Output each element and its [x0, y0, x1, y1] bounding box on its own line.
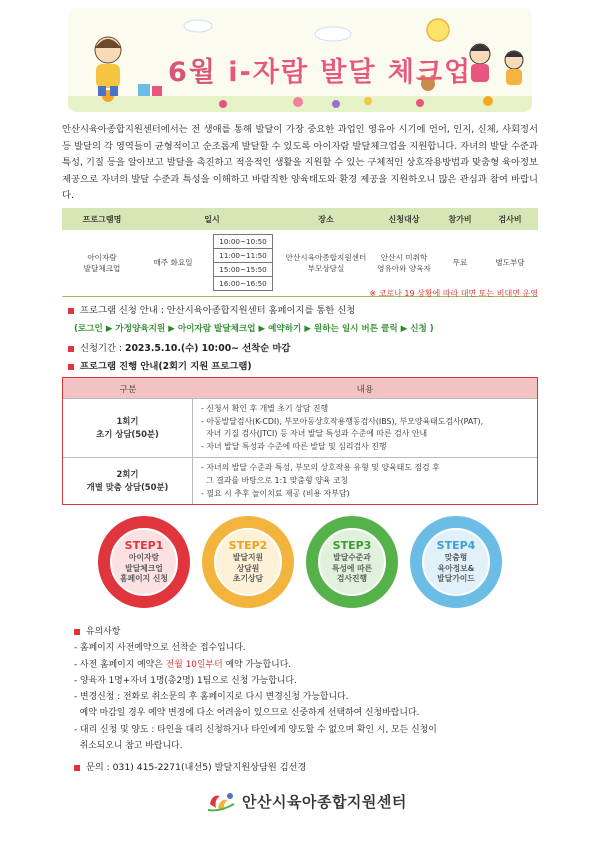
- note-item: - 사전 홈페이지 예약은 전월 10일부터 예약 가능합니다.: [74, 659, 292, 670]
- time-slot: 16:00~16:50: [213, 276, 272, 291]
- note-item: - 홈페이지 사전예약으로 선착순 접수입니다.: [74, 643, 246, 654]
- bullet-square-icon: [74, 629, 80, 635]
- times-cell: [204, 230, 282, 296]
- session-label: 2회기 개별 맞춤 상담(50분): [63, 458, 193, 504]
- apply-period-label: 신청기간 :: [80, 343, 123, 354]
- bullet-square-icon: [74, 765, 80, 771]
- apply-period-line: [68, 340, 290, 354]
- covid-note: ※ 코로나 19 상황에 따라 대면 또는 비대면 운영: [369, 289, 538, 298]
- session-detail-table: [62, 377, 538, 505]
- fee-cell: 무료: [438, 230, 482, 296]
- footer-logo: [206, 789, 407, 813]
- table-header: 참가비: [438, 208, 482, 230]
- banner-title-text: i-자람 발달 체크업: [228, 57, 473, 88]
- note-item: 취소되오니 참고 바랍니다.: [74, 741, 183, 752]
- table-header: 장소: [282, 208, 370, 230]
- note-item: 예약 마감일 경우 예약 변경에 다소 어려움이 있으므로 신중하게 선택하여 신청바랍니다.: [74, 708, 420, 719]
- contact-line: [74, 759, 306, 773]
- bullet-square-icon: [68, 308, 74, 314]
- time-slot: 11:00~11:50: [213, 248, 272, 263]
- apply-info-line: [68, 302, 355, 316]
- apply-period-value: 2023.5.10.(수) 10:00~ 선착순 마감: [124, 343, 291, 354]
- table-header: 신청대상: [370, 208, 438, 230]
- note-item: - 대리 신청 및 양도 : 타인을 대리 신청하거나 타인에게 양도할 수 없으며 확인 시, 모든 신청이: [74, 724, 437, 735]
- banner-month: 6월: [168, 57, 217, 88]
- notes-section: [74, 624, 437, 754]
- time-slot: 15:00~15:50: [213, 262, 272, 277]
- footer-org-name: 안산시육아종합지원센터: [242, 792, 407, 811]
- bullet-square-icon: [68, 364, 74, 370]
- session-content: - 신청서 확인 후 개별 초기 상담 진행 - 아동발달검사(K-CDI), 부모아동상호작용행동검사(IBS), 부모양육태도검사(PAT), 자녀 기질 검사(JTCI) 등 자녀 발달 특성과 수준에 따른 검사 안내 - 자녀 발달 특성과 수준에 따른 발달 및 심리검사 진행: [201, 404, 484, 451]
- intro-paragraph: 안산시육아종합지원센터에서는 전 생애를 통해 발달이 가장 중요한 과업인 영유아 시기에 언어, 인지, 신체, 사회정서 등 발달의 각 영역들이 균형적이고 순조롭게 발달할 수 있도록 아이자람 발달체크업을 지원합니다. 자녀의 발달 수준과 특성, 기질 등을 알아보고 발달을 촉진하고 적응적인 생활을 지원할 수 있는 구체적인 상호작용방법과 맞춤형 육아정보 제공으로 자녀의 발달 수준과 특성을 이해하고 바람직한 양육태도와 환경 제공을 지원하오니 많은 관심과 참여 바랍니다.: [62, 124, 538, 202]
- session-content: - 자녀의 발달 수준과 특성, 부모의 상호작용 유형 및 양육태도 점검 후 그 결과를 바탕으로 1:1 맞춤형 양육 코칭 - 필요 시 추후 놀이치료 제공 (비용 자부담): [201, 463, 440, 498]
- bullet-square-icon: [68, 346, 74, 352]
- table-header: 검사비: [482, 208, 538, 230]
- program-table: [62, 208, 538, 297]
- table-header: 프로그램명: [62, 208, 142, 230]
- apply-path: (로그인 ▶ 가정양육지원 ▶ 아이자람 발달체크업 ▶ 예약하기 ▶ 원하는 일시 버튼 클릭 ▶ 신청 ): [74, 324, 434, 334]
- notes-title-line: 유의사항: [74, 624, 437, 640]
- test-fee-cell: 별도부담: [482, 230, 538, 296]
- banner-title: [168, 50, 472, 89]
- detail-header-cell: 내용: [356, 384, 374, 395]
- detail-header-cell: 구분: [119, 384, 137, 395]
- table-header: 일시: [142, 208, 282, 230]
- steps-diagram: [96, 514, 516, 618]
- progress-title: 프로그램 진행 안내(2회기 지원 프로그램): [80, 361, 252, 372]
- progress-title-line: [68, 358, 252, 372]
- note-item: - 변경신청 : 전화로 취소문의 후 홈페이지로 다시 변경신청 가능합니다.: [74, 692, 349, 703]
- step-2: STEP2 발달지원 상담원 초기상담: [200, 514, 296, 610]
- step-1: STEP1 아이자람 발달체크업 홈페이지 신청: [96, 514, 192, 610]
- apply-info: 프로그램 신청 안내 : 안산시육아종합지원센터 홈페이지를 통한 신청: [80, 305, 356, 316]
- note-item: - 양육자 1명+자녀 1명(총2명) 1팀으로 신청 가능합니다.: [74, 675, 297, 686]
- contact-text: 문의 : 031) 415-2271(내선5) 발달지원상담원 김선경: [86, 762, 307, 773]
- table-row: [63, 398, 537, 457]
- detail-header: [63, 378, 537, 398]
- step-3: STEP3 발달수준과 특성에 따른 검사진행: [304, 514, 400, 610]
- target-cell: 안산시 미취학 영유아와 양육자: [370, 230, 438, 296]
- session-label: 1회기 초기 상담(50분): [63, 399, 193, 457]
- header-banner: [68, 8, 532, 112]
- table-row: [63, 457, 537, 504]
- day-cell: 매주 화요일: [142, 230, 204, 296]
- place-cell: 안산시육아종합지원센터 부모상담실: [282, 230, 370, 296]
- table-row: [62, 230, 538, 296]
- step-4: STEP4 맞춤형 육아정보& 발달가이드: [408, 514, 504, 610]
- time-slot: 10:00~10:50: [213, 234, 272, 249]
- center-logo-icon: [206, 790, 236, 812]
- program-name-cell: 아이자람 발달체크업: [62, 230, 142, 296]
